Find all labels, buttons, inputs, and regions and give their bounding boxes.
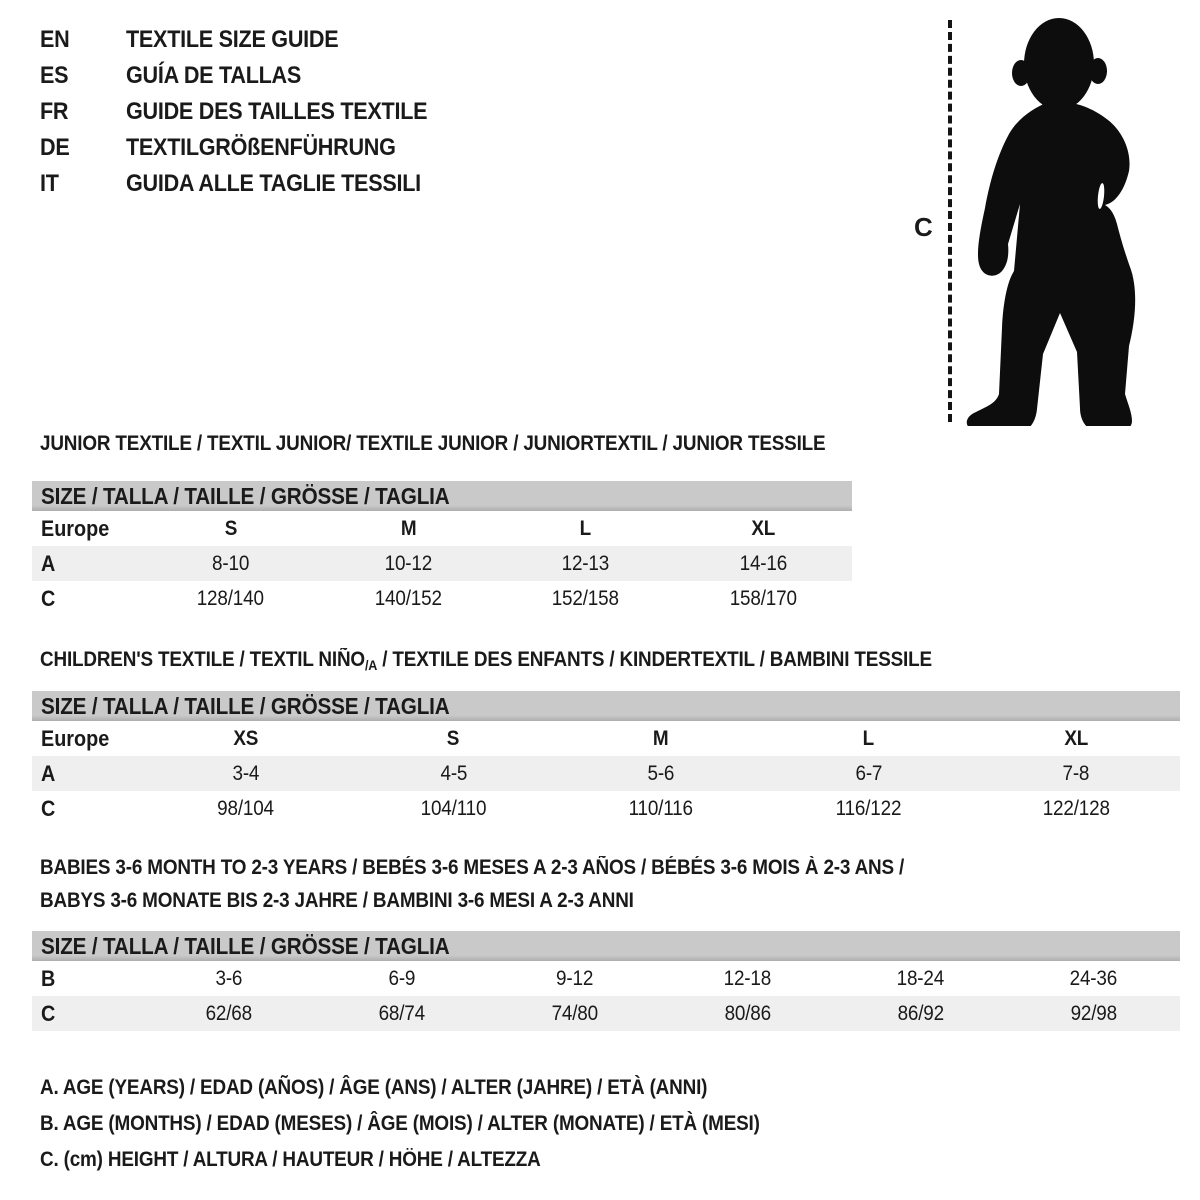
language-label: TEXTILGRÖßENFÜHRUNG (126, 134, 396, 161)
size-cell: M (400, 516, 417, 540)
children-section-title-text: CHILDREN'S TEXTILE / TEXTIL $NIÑO_{/A}$ / TEXTILE DES ENFANTS / KINDERTEXTIL / BAMBINI TESSILE (40, 648, 932, 673)
months-cell: 3-6 (215, 966, 242, 990)
language-label: GUIDE DES TAILLES TEXTILE (126, 98, 428, 125)
language-code: ES (40, 62, 69, 89)
height-cell: 110/116 (628, 796, 694, 820)
row-label: B (41, 965, 56, 991)
babies-section-title-line2: BABYS 3-6 MONATE BIS 2-3 JAHRE / BAMBINI 3-6 MESI A 2-3 ANNI (40, 889, 634, 912)
height-cell: 122/128 (1042, 796, 1110, 820)
size-cell: XL (1064, 726, 1089, 750)
language-label: TEXTILE SIZE GUIDE (126, 26, 339, 53)
age-cell: 8-10 (212, 551, 250, 575)
babies-size-table (32, 931, 1180, 1031)
height-cell: 152/158 (552, 586, 620, 610)
height-cell: 140/152 (374, 586, 442, 610)
age-cell: 3-4 (232, 761, 260, 785)
language-row (40, 22, 461, 58)
language-row (40, 94, 461, 130)
language-label: GUIDA ALLE TAGLIE TESSILI (126, 170, 421, 197)
height-cell: 74/80 (551, 1001, 598, 1025)
size-cell: S (224, 516, 237, 540)
size-table-header-text: SIZE / TALLA / TAILLE / GRÖSSE / TAGLIA (41, 482, 450, 509)
height-cell: 86/92 (897, 1001, 944, 1025)
language-code: FR (40, 98, 69, 125)
age-cell: 6-7 (855, 761, 882, 785)
months-cell: 12-18 (723, 966, 772, 990)
language-row (40, 58, 461, 94)
legend-line-age-months (40, 1106, 840, 1142)
legend-line-height (40, 1142, 840, 1178)
months-cell: 6-9 (388, 966, 415, 990)
height-cell: 80/86 (724, 1001, 771, 1025)
months-cell: 9-12 (555, 966, 594, 990)
language-code: IT (40, 170, 59, 197)
size-table-header-text: SIZE / TALLA / TAILLE / GRÖSSE / TAGLIA (41, 932, 450, 959)
babies-section-title (40, 851, 1000, 917)
legend-text: C. (cm) HEIGHT / ALTURA / HAUTEUR / HÖHE / ALTEZZA (40, 1148, 541, 1171)
children-section-title (40, 648, 1031, 673)
language-row (40, 166, 461, 202)
height-cell: 116/122 (835, 796, 902, 820)
height-cell: 98/104 (217, 796, 275, 820)
age-cell: 7-8 (1062, 761, 1090, 785)
height-cell: 104/110 (420, 796, 487, 820)
table-row-age (32, 546, 852, 581)
language-label: GUÍA DE TALLAS (126, 62, 302, 89)
height-cell: 92/98 (1070, 1001, 1117, 1025)
months-cell: 18-24 (896, 966, 945, 990)
size-table-header (32, 691, 1180, 721)
size-cell: M (653, 726, 669, 750)
table-row-height (32, 996, 1180, 1031)
age-cell: 10-12 (384, 551, 432, 575)
row-label: Europe (41, 515, 110, 541)
junior-section-title-text: JUNIOR TEXTILE / TEXTIL JUNIOR/ TEXTILE JUNIOR / JUNIORTEXTIL / JUNIOR TESSILE (40, 432, 826, 455)
age-cell: 14-16 (739, 551, 787, 575)
size-cell: L (580, 516, 592, 540)
language-row (40, 130, 461, 166)
children-size-table (32, 691, 1180, 826)
row-label: C (41, 795, 56, 821)
row-label: Europe (41, 725, 110, 751)
size-table-header (32, 481, 852, 511)
age-cell: 12-13 (562, 551, 610, 575)
size-cell: L (862, 726, 875, 750)
children-title-subscript: /A (364, 657, 378, 673)
age-cell: 4-5 (439, 761, 467, 785)
size-table-header (32, 931, 1180, 961)
table-row-age (32, 756, 1180, 791)
row-label: A (41, 760, 56, 786)
size-cell: XS (233, 726, 259, 750)
table-row-europe (32, 721, 1180, 756)
junior-size-table (32, 481, 852, 616)
height-measure-line (948, 20, 952, 422)
height-cell: 68/74 (378, 1001, 425, 1025)
age-cell: 5-6 (647, 761, 675, 785)
legend-text: B. AGE (MONTHS) / EDAD (MESES) / ÂGE (MOIS) / ALTER (MONATE) / ETÀ (MESI) (40, 1112, 760, 1135)
language-code: DE (40, 134, 70, 161)
table-row-months (32, 961, 1180, 996)
height-cell: 128/140 (197, 586, 265, 610)
height-cell: 62/68 (205, 1001, 252, 1025)
junior-section-title (40, 432, 913, 456)
legend-text: A. AGE (YEARS) / EDAD (AÑOS) / ÂGE (ANS) / ALTER (JAHRE) / ETÀ (ANNI) (40, 1076, 708, 1099)
size-figure (900, 8, 1200, 433)
language-code: EN (40, 26, 70, 53)
row-label: A (41, 550, 56, 576)
legend-line-age-years (40, 1070, 840, 1106)
size-cell: S (447, 726, 460, 750)
size-table-header-text: SIZE / TALLA / TAILLE / GRÖSSE / TAGLIA (41, 692, 450, 719)
table-row-height (32, 791, 1180, 826)
row-label: C (41, 1000, 56, 1026)
months-cell: 24-36 (1069, 966, 1118, 990)
row-label: C (41, 585, 56, 611)
height-cell: 158/170 (729, 586, 797, 610)
babies-section-title-line1: BABIES 3-6 MONTH TO 2-3 YEARS / BEBÉS 3-6 MESES A 2-3 AÑOS / BÉBÉS 3-6 MOIS À 2-3 ANS / (40, 856, 905, 879)
table-row-height (32, 581, 852, 616)
toddler-silhouette-icon (962, 16, 1142, 426)
height-measure-label: C (914, 212, 933, 242)
table-row-europe (32, 511, 852, 546)
size-cell: XL (751, 516, 776, 540)
language-list (40, 22, 461, 202)
measure-legend (40, 1070, 840, 1178)
